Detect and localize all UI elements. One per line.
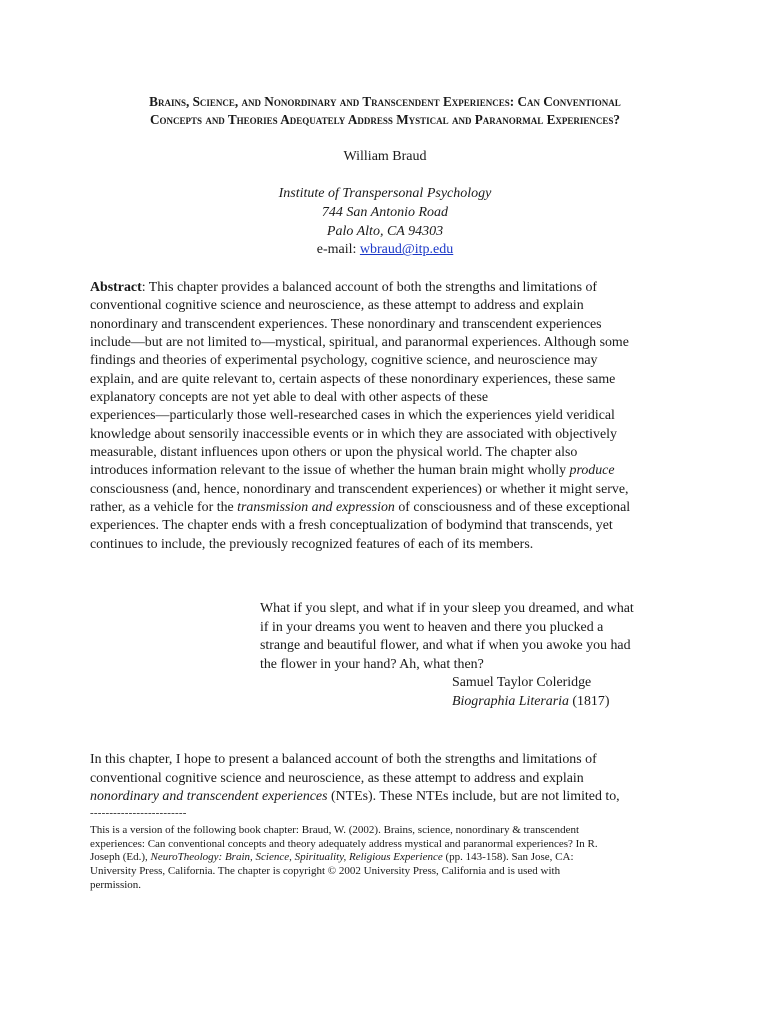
affiliation-city: Palo Alto, CA 94303 [326,223,444,239]
footnote-line: experiences: Can conventional concepts and theory adequately address mystical and paranormal experiences? In R. [90,837,598,850]
quote-line: What if you slept, and what if in your sleep you dreamed, and what [260,601,634,616]
footnote-line: This is a version of the following book chapter: Braud, W. (2002). Brains, science, nonordinary & transcendent [90,824,580,836]
document-page [90,0,680,1024]
quote-source [260,693,680,712]
abstract-line: conventional cognitive science and neuroscience, as these attempt to address and explain [90,298,584,314]
abstract-line: introduces information relevant to the issue of whether the human brain might wholly produce [90,463,615,479]
quote-work-title: Biographia Literaria [452,693,569,709]
body-line: conventional cognitive science and neuroscience, as these attempt to address and explain [90,770,584,786]
affiliation-institute: Institute of Transpersonal Psychology [278,186,492,201]
abstract-line: knowledge about sensorily inaccessible events or in which they are associated with objectively [90,426,617,442]
footnote-line: University Press, California. The chapter is copyright © 2002 University Press, California and is used with [90,865,561,878]
abstract-paragraph [90,279,680,554]
abstract-line: experiences. The chapter ends with a fresh conceptualization of bodymind that transcends, yet [90,518,613,534]
quote-line: strange and beautiful flower, and what if when you awoke you had [260,638,631,654]
footnote-line: permission. [90,878,142,891]
abstract-line: rather, as a vehicle for the transmission and expression of consciousness and of these exceptional [90,500,631,516]
abstract-line: include—but are not limited to—mystical, spiritual, and paranormal experiences. Although some [90,335,629,351]
abstract-label: Abstract [90,280,142,295]
body-paragraph [90,751,680,807]
quote-year: (1817) [568,693,610,709]
abstract-line: experiences—particularly those well-researched cases in which the experiences yield veridical [90,408,615,424]
footnote-line: Joseph (Ed.), NeuroTheology: Brain, Science, Spirituality, Religious Experience (pp. 143-158). San Jose, CA: [90,851,574,864]
affiliation-street: 744 San Antonio Road [321,204,449,220]
abstract-line: nonordinary and transcendent experiences. These nonordinary and transcendent experiences [90,316,602,332]
body-line: nonordinary and transcendent experiences (NTEs). These NTEs include, but are not limited to, [90,789,620,805]
title-line-1: Brains, Science, and Nonordinary and Transcendent Experiences: Can Conventional [149,94,621,109]
abstract-line: measurable, distant influences upon others or upon the physical world. The chapter also [90,445,578,461]
epigraph-quote [260,600,680,712]
title-line-2: Concepts and Theories Adequately Address Mystical and Paranormal Experiences? [149,112,620,127]
footnote-book-title: NeuroTheology: Brain, Science, Spirituality, Religious Experience [150,851,443,864]
email-link[interactable]: wbraud@itp.edu [359,242,454,258]
paper-title [90,93,680,129]
abstract-line: explain, and are quite relevant to, certain aspects of these nonordinary experiences, these same [90,371,616,387]
abstract-line: findings and theories of experimental psychology, cognitive science, and neuroscience may [90,353,598,369]
affiliation-email-row [90,241,680,260]
abstract-line: Abstract: This chapter provides a balanced account of both the strengths and limitations of [90,280,598,295]
body-line: In this chapter, I hope to present a balanced account of both the strengths and limitations of [90,752,597,767]
abstract-line: continues to include, the previously recognized features of each of its members. [90,536,534,552]
footnote-separator: ------------------------- [90,807,187,819]
footnote [90,824,680,893]
author-name: William Braud [343,149,427,164]
quote-line: if in your dreams you went to heaven and there you plucked a [260,619,604,635]
abstract-line: explanatory concepts are not yet able to deal with other aspects of these [90,390,489,406]
quote-line: the flower in your hand? Ah, what then? [260,656,484,672]
abstract-line: consciousness (and, hence, nonordinary and transcendent experiences) or whether it might serve, [90,481,629,497]
quote-author: Samuel Taylor Coleridge [452,675,592,691]
author-affiliation [90,185,680,260]
email-label: e-mail: [316,242,360,258]
